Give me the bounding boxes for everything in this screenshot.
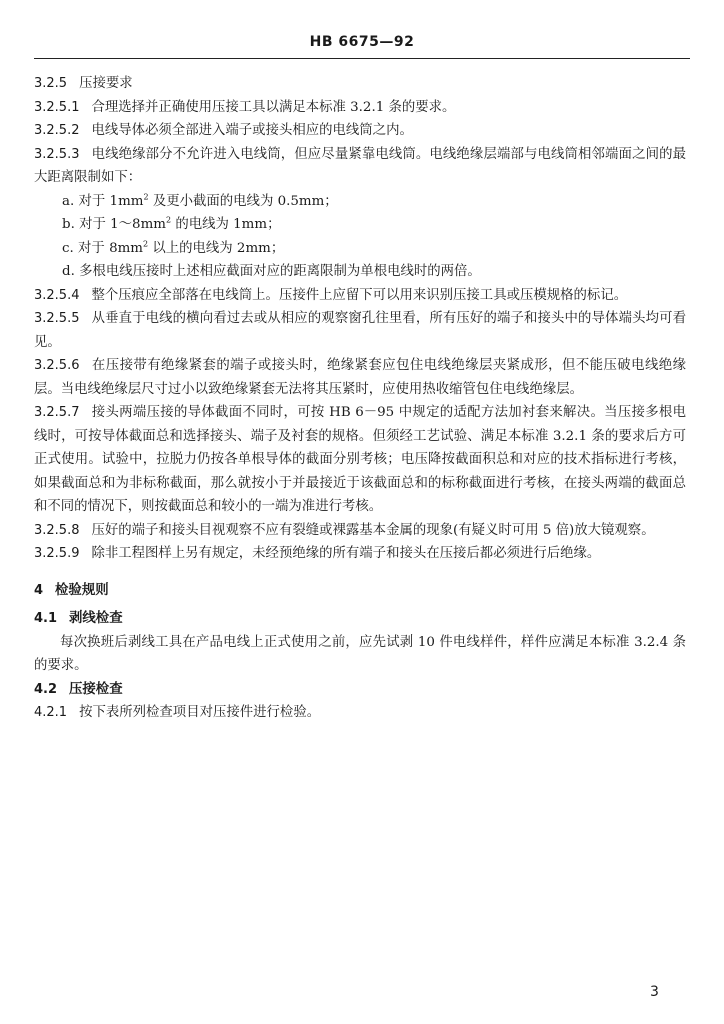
clause-3-2-5-7 — [34, 401, 686, 519]
list-item-b — [34, 213, 686, 237]
section-4-1-text: 每次换班后剥线工具在产品电线上正式使用之前，应先试剥 10 件电线样件，样件应满足本标准 3.2.4 条的要求。 — [34, 634, 686, 673]
clause-3-2-5-6 — [34, 354, 686, 401]
clause-text: 压好的端子和接头目视观察不应有裂缝或裸露基本金属的现象(有疑义时可用 5 倍)放大镜观察。 — [91, 522, 655, 538]
clause-4-2-1 — [34, 701, 686, 725]
item-text: 对于 8mm — [78, 240, 143, 256]
section-4-heading — [34, 579, 686, 603]
document-body — [34, 72, 686, 725]
section-number: 4.1 — [34, 611, 58, 626]
clause-number: 3.2.5.5 — [34, 311, 80, 326]
clause-number: 3.2.5.3 — [34, 146, 80, 162]
clause-number: 3.2.5.9 — [34, 546, 80, 561]
clause-3-2-5-8 — [34, 519, 686, 543]
clause-number: 3.2.5.4 — [34, 287, 80, 303]
spacer — [34, 566, 686, 579]
clause-text: 接头两端压接的导体截面不同时，可按 HB 6－95 中规定的适配方法加衬套来解决。当压接多根电线时，可按导体截面总和选择接头、端子及衬套的规格。但须经工艺试验、满足本标准 3.2.1 条的要求后方可正式使用。试验中，拉脱力仍按各单根导体的截面分别考核；电压降按截面积总和对应的技术指标进行考核，如果截面总和为非标称截面，那么就按小于并最接近于该截面总和的标称截面进行考核，在接头两端的截面总和不同的情况下，则按截面总和较小的一端为准进行考核。 — [34, 405, 686, 514]
item-prefix: b. — [62, 217, 75, 232]
clause-text: 整个压痕应全部落在电线筒上。压接件上应留下可以用来识别压接工具或压模规格的标记。 — [91, 287, 628, 303]
clause-3-2-5-5 — [34, 307, 686, 354]
section-title: 检验规则 — [55, 582, 109, 598]
clause-text: 除非工程图样上另有规定，未经预绝缘的所有端子和接头在压接后都必须进行后绝缘。 — [91, 546, 601, 561]
superscript: 2 — [165, 215, 172, 225]
page-header — [0, 34, 724, 50]
clause-3-2-5 — [34, 72, 686, 96]
clause-text: 电线绝缘部分不允许进入电线筒，但应尽量紧靠电线筒。电线绝缘层端部与电线筒相邻端面之间的最大距离限制如下： — [34, 146, 686, 185]
clause-number: 3.2.5 — [34, 76, 68, 91]
clause-text: 按下表所列检查项目对压接件进行检验。 — [79, 705, 321, 720]
list-item-a — [34, 190, 686, 214]
clause-number: 3.2.5.6 — [34, 358, 80, 373]
clause-3-2-5-2 — [34, 119, 686, 143]
clause-text: 电线导体必须全部进入端子或接头相应的电线筒之内。 — [91, 123, 413, 138]
section-title: 压接检查 — [69, 681, 123, 697]
header-rule — [34, 58, 690, 59]
section-number: 4.2 — [34, 681, 58, 697]
item-text: 对于 1mm — [78, 193, 144, 209]
page-number: 3 — [650, 984, 659, 1000]
clause-number: 4.2.1 — [34, 705, 68, 720]
item-prefix: a. — [62, 193, 75, 209]
clause-number: 3.2.5.2 — [34, 123, 80, 138]
item-prefix: d. — [62, 264, 75, 279]
clause-text: 在压接带有绝缘紧套的端子或接头时，绝缘紧套应包住电线绝缘层夹紧成形，但不能压破电线绝缘层。当电线绝缘层尺寸过小以致绝缘紧套无法将其压紧时，应使用热收缩管包住电线绝缘层。 — [34, 358, 686, 397]
item-text: 对于 1～8mm — [79, 217, 166, 232]
item-text: 的电线为 1mm； — [171, 217, 281, 232]
item-text: 以上的电线为 2mm； — [148, 240, 285, 256]
section-4-1-heading — [34, 607, 686, 631]
standard-code: HB 6675—92 — [309, 34, 415, 50]
list-item-c — [34, 237, 686, 261]
clause-text: 合理选择并正确使用压接工具以满足本标准 3.2.1 条的要求。 — [91, 99, 456, 115]
clause-number: 3.2.5.1 — [34, 99, 80, 115]
clause-3-2-5-9 — [34, 542, 686, 566]
item-text: 及更小截面的电线为 0.5mm； — [148, 193, 338, 209]
clause-3-2-5-4 — [34, 284, 686, 308]
section-title: 剥线检查 — [69, 611, 123, 626]
clause-3-2-5-3 — [34, 143, 686, 190]
superscript: 2 — [142, 239, 149, 249]
item-text: 多根电线压接时上述相应截面对应的距离限制为单根电线时的两倍。 — [79, 264, 481, 279]
clause-number: 3.2.5.8 — [34, 522, 80, 538]
section-4-2-heading — [34, 678, 686, 702]
clause-title: 压接要求 — [79, 76, 133, 91]
list-item-d — [34, 260, 686, 284]
item-prefix: c. — [62, 240, 74, 256]
superscript: 2 — [143, 192, 149, 202]
clause-number: 3.2.5.7 — [34, 405, 80, 420]
section-number: 4 — [34, 582, 44, 598]
clause-3-2-5-1 — [34, 96, 686, 120]
clause-text: 从垂直于电线的横向看过去或从相应的观察窗孔往里看，所有压好的端子和接头中的导体端头均可看见。 — [34, 311, 686, 350]
